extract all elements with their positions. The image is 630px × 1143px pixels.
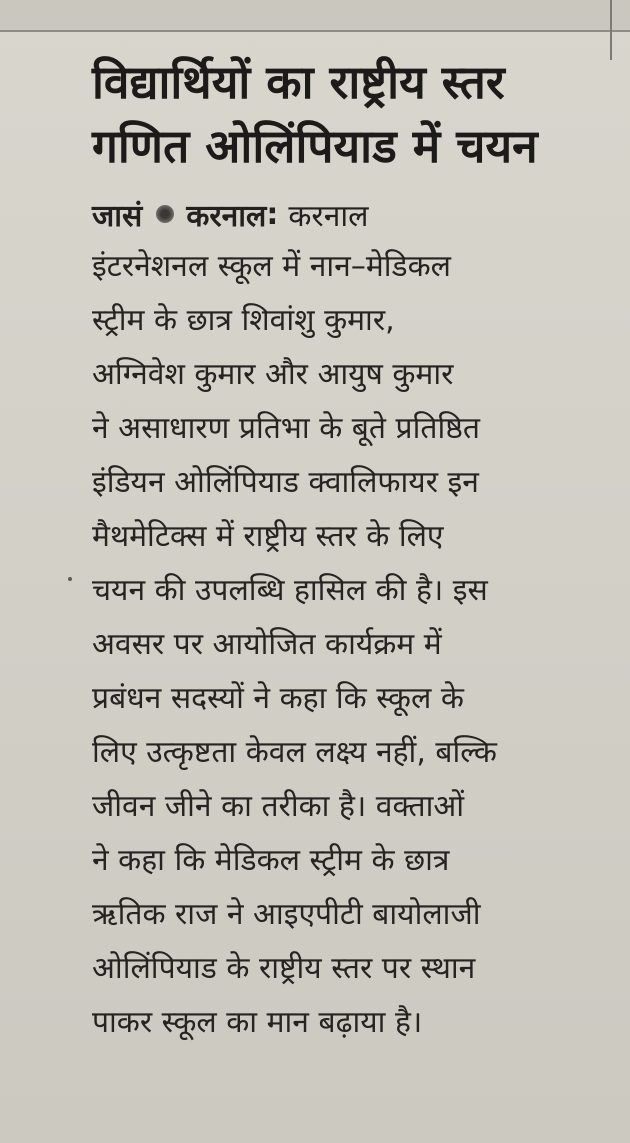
body-line: ओलिंपियाड के राष्ट्रीय स्तर पर स्थान (92, 951, 476, 986)
body-line: अग्निवेश कुमार और आयुष कुमार (92, 357, 454, 392)
body-line: जीवन जीने का तरीका है। वक्ताओं (92, 789, 465, 824)
body-first-word: करनाल (288, 198, 369, 234)
previous-article-edge (0, 0, 630, 32)
headline-line-1: विद्यार्थियों का राष्ट्रीय स्तर (92, 55, 505, 109)
bullet-dot-icon (156, 205, 174, 223)
news-article (92, 50, 612, 1050)
body-line: इंडियन ओलिंपियाड क्वालिफायर इन (92, 465, 479, 500)
headline-line-2: गणित ओलिंपियाड में चयन (92, 119, 538, 173)
body-line: इंटरनेशनल स्कूल में नान–मेडिकल (92, 249, 451, 284)
dateline-separator: : (266, 196, 279, 232)
article-body (92, 240, 612, 1050)
body-line: स्ट्रीम के छात्र शिवांशु कुमार, (92, 303, 395, 338)
ink-speck (68, 577, 72, 581)
body-line: पाकर स्कूल का मान बढ़ाया है। (92, 1005, 423, 1040)
dateline-city: करनाल (186, 198, 267, 234)
article-headline (92, 50, 612, 178)
body-line: ने असाधारण प्रतिभा के बूते प्रतिष्ठित (92, 411, 481, 446)
body-line: अवसर पर आयोजित कार्यक्रम में (92, 627, 442, 662)
body-line: ने कहा कि मेडिकल स्ट्रीम के छात्र (92, 843, 450, 878)
body-line: मैथमेटिक्स में राष्ट्रीय स्तर के लिए (92, 519, 444, 554)
article-dateline (92, 188, 612, 240)
body-line: ऋतिक राज ने आइएपीटी बायोलाजी (92, 897, 481, 932)
body-line: लिए उत्कृष्टता केवल लक्ष्य नहीं, बल्कि (92, 735, 497, 770)
body-line: चयन की उपलब्धि हासिल की है। इस (92, 573, 488, 608)
agency-credit: जासं (92, 198, 143, 234)
body-line: प्रबंधन सदस्यों ने कहा कि स्कूल के (92, 681, 464, 716)
